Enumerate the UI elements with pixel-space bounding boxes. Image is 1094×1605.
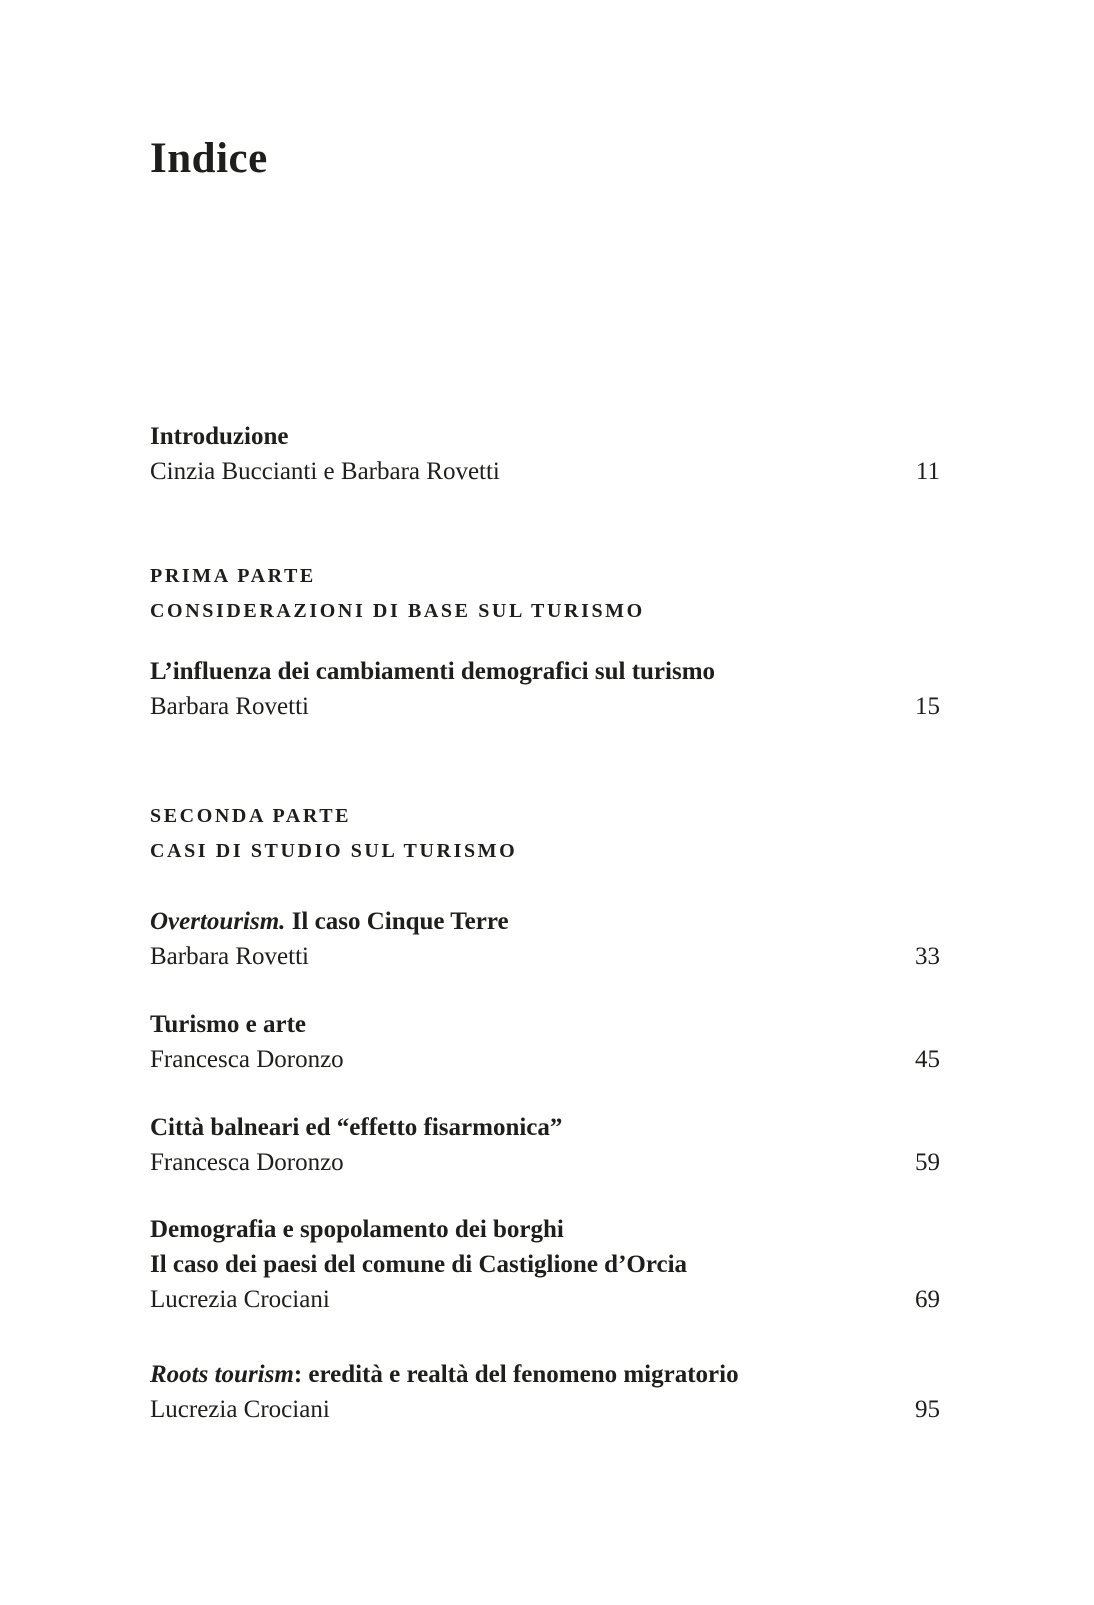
part-heading-prima-parte — [150, 559, 940, 629]
entry-author-row — [150, 689, 940, 724]
entry-page-number: 69 — [915, 1286, 940, 1313]
entry-page-number: 59 — [915, 1149, 940, 1176]
entry-page-number: 45 — [915, 1046, 940, 1073]
entry-author: Barbara Rovetti — [150, 943, 309, 970]
toc-entry-turismo-arte — [150, 1007, 940, 1077]
entry-title: Città balneari ed “effetto fisarmonica” — [150, 1114, 563, 1141]
entry-title — [150, 1357, 940, 1392]
entry-author-row — [150, 1042, 940, 1077]
entry-title: Introduzione — [150, 423, 289, 450]
entry-title — [150, 904, 940, 939]
entry-author-row — [150, 1145, 940, 1180]
entry-author: Francesca Doronzo — [150, 1149, 344, 1176]
part-label: PRIMA PARTE — [150, 565, 316, 587]
toc-entry-overtourism — [150, 904, 940, 974]
toc-entry-introduzione — [150, 419, 940, 489]
entry-author: Cinzia Buccianti e Barbara Rovetti — [150, 458, 500, 485]
part-heading-seconda-parte — [150, 799, 940, 869]
part-label: SECONDA PARTE — [150, 805, 352, 827]
entry-title-italic: Roots tourism — [150, 1361, 294, 1388]
entry-title-italic: Overtourism. — [150, 908, 286, 935]
toc-entry-roots-tourism — [150, 1357, 940, 1427]
entry-author-row — [150, 1282, 940, 1317]
entry-page-number: 11 — [915, 458, 940, 485]
page-title: Indice — [150, 135, 268, 182]
part-subtitle: CONSIDERAZIONI DI BASE SUL TURISMO — [150, 600, 645, 622]
entry-author-row — [150, 1392, 940, 1427]
toc-content — [150, 0, 940, 1427]
entry-author: Barbara Rovetti — [150, 693, 309, 720]
entry-author-row — [150, 454, 940, 489]
entry-author: Lucrezia Crociani — [150, 1396, 330, 1423]
entry-page-number: 33 — [915, 943, 940, 970]
toc-entry-citta-balneari — [150, 1110, 940, 1180]
toc-entry-influenza — [150, 654, 940, 724]
entry-title-line1: Demografia e spopolamento dei borghi — [150, 1216, 564, 1243]
entry-author-row — [150, 939, 940, 974]
entry-page-number: 95 — [915, 1396, 940, 1423]
entry-author: Lucrezia Crociani — [150, 1286, 330, 1313]
entry-title-rest: Il caso Cinque Terre — [285, 908, 509, 935]
toc-entry-demografia — [150, 1212, 940, 1317]
part-subtitle: CASI DI STUDIO SUL TURISMO — [150, 840, 518, 862]
entry-title-rest: : eredità e realtà del fenomeno migratorio — [293, 1361, 739, 1388]
entry-title: L’influenza dei cambiamenti demografici sul turismo — [150, 658, 716, 685]
entry-page-number: 15 — [915, 693, 940, 720]
entry-title: Turismo e arte — [150, 1011, 306, 1038]
entry-author: Francesca Doronzo — [150, 1046, 344, 1073]
entry-title-line2: Il caso dei paesi del comune di Castiglione d’Orcia — [150, 1251, 688, 1278]
